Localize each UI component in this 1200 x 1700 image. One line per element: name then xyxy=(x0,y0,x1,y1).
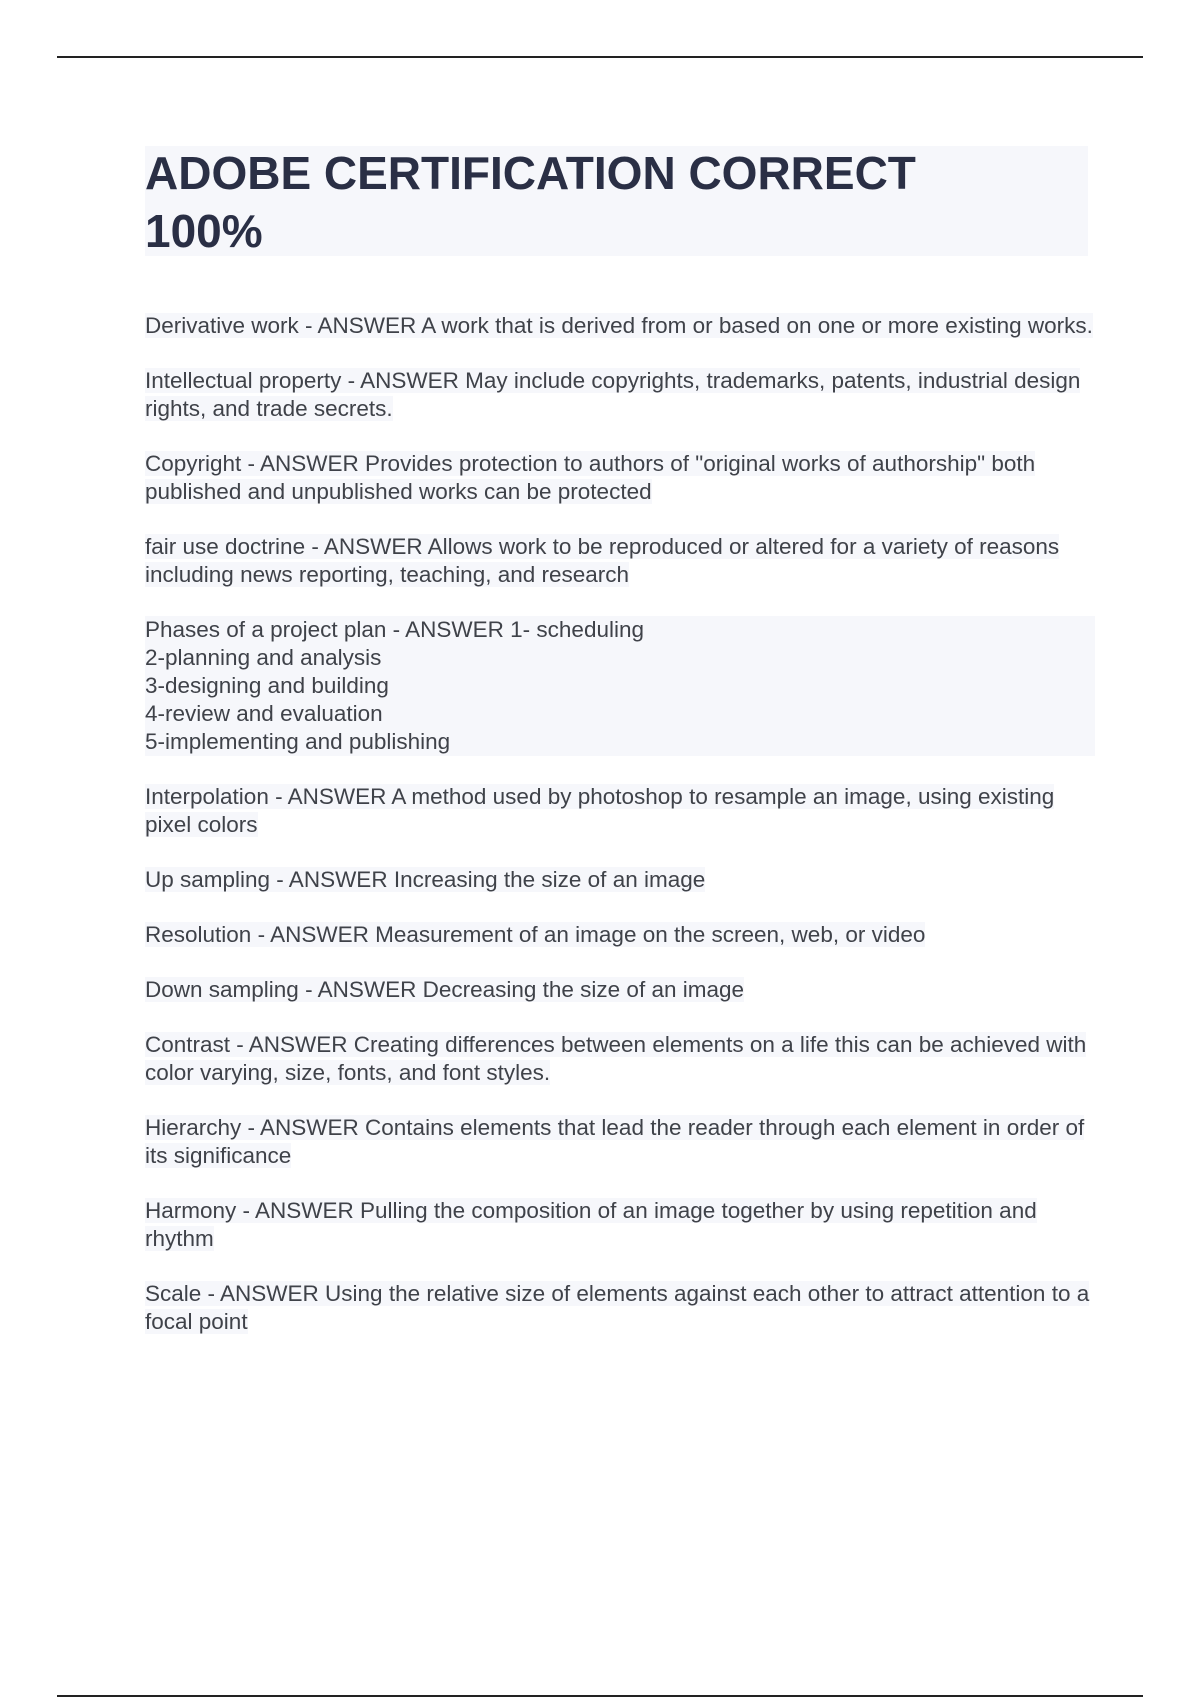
qa-entry-hierarchy: Hierarchy - ANSWER Contains elements that lead the reader through each element in order of its significance xyxy=(145,1115,1085,1168)
qa-entry-contrast: Contrast - ANSWER Creating differences between elements on a life this can be achieved with color varying, size, fonts, and font styles. xyxy=(145,1032,1087,1085)
qa-entry-scale: Scale - ANSWER Using the relative size of elements against each other to attract attention to a focal point xyxy=(145,1281,1090,1334)
qa-entry-intellectual-property: Intellectual property - ANSWER May include copyrights, trademarks, patents, industrial design rights, and trade secrets. xyxy=(145,368,1081,421)
top-divider xyxy=(57,56,1143,58)
qa-entry-interpolation: Interpolation - ANSWER A method used by photoshop to resample an image, using existing pixel colors xyxy=(145,784,1055,837)
title-line-1: ADOBE CERTIFICATION CORRECT xyxy=(145,147,916,199)
qa-line: 5-implementing and publishing xyxy=(145,728,1095,756)
qa-entry-harmony: Harmony - ANSWER Pulling the composition of an image together by using repetition and rhythm xyxy=(145,1198,1037,1251)
qa-entry-derivative-work: Derivative work - ANSWER A work that is derived from or based on one or more existing works. xyxy=(145,313,1093,338)
qa-entry-up-sampling: Up sampling - ANSWER Increasing the size of an image xyxy=(145,867,706,892)
qa-entry-fair-use: fair use doctrine - ANSWER Allows work to be reproduced or altered for a variety of reasons including news reporting, teaching, and research xyxy=(145,534,1060,587)
title-line-2: 100% xyxy=(145,205,263,257)
qa-entry-down-sampling: Down sampling - ANSWER Decreasing the size of an image xyxy=(145,977,745,1002)
qa-line: 2-planning and analysis xyxy=(145,644,1095,672)
qa-line: 3-designing and building xyxy=(145,672,1095,700)
qa-entry-project-phases xyxy=(145,616,1095,756)
qa-entry-copyright: Copyright - ANSWER Provides protection to authors of "original works of authorship" both published and unpublished works can be protected xyxy=(145,451,1036,504)
qa-line: Phases of a project plan - ANSWER 1- scheduling xyxy=(145,616,1095,644)
bottom-divider xyxy=(57,1695,1143,1697)
qa-entry-resolution: Resolution - ANSWER Measurement of an image on the screen, web, or video xyxy=(145,922,926,947)
page-title xyxy=(145,144,1045,260)
qa-list xyxy=(145,312,1095,1363)
qa-line: 4-review and evaluation xyxy=(145,700,1095,728)
